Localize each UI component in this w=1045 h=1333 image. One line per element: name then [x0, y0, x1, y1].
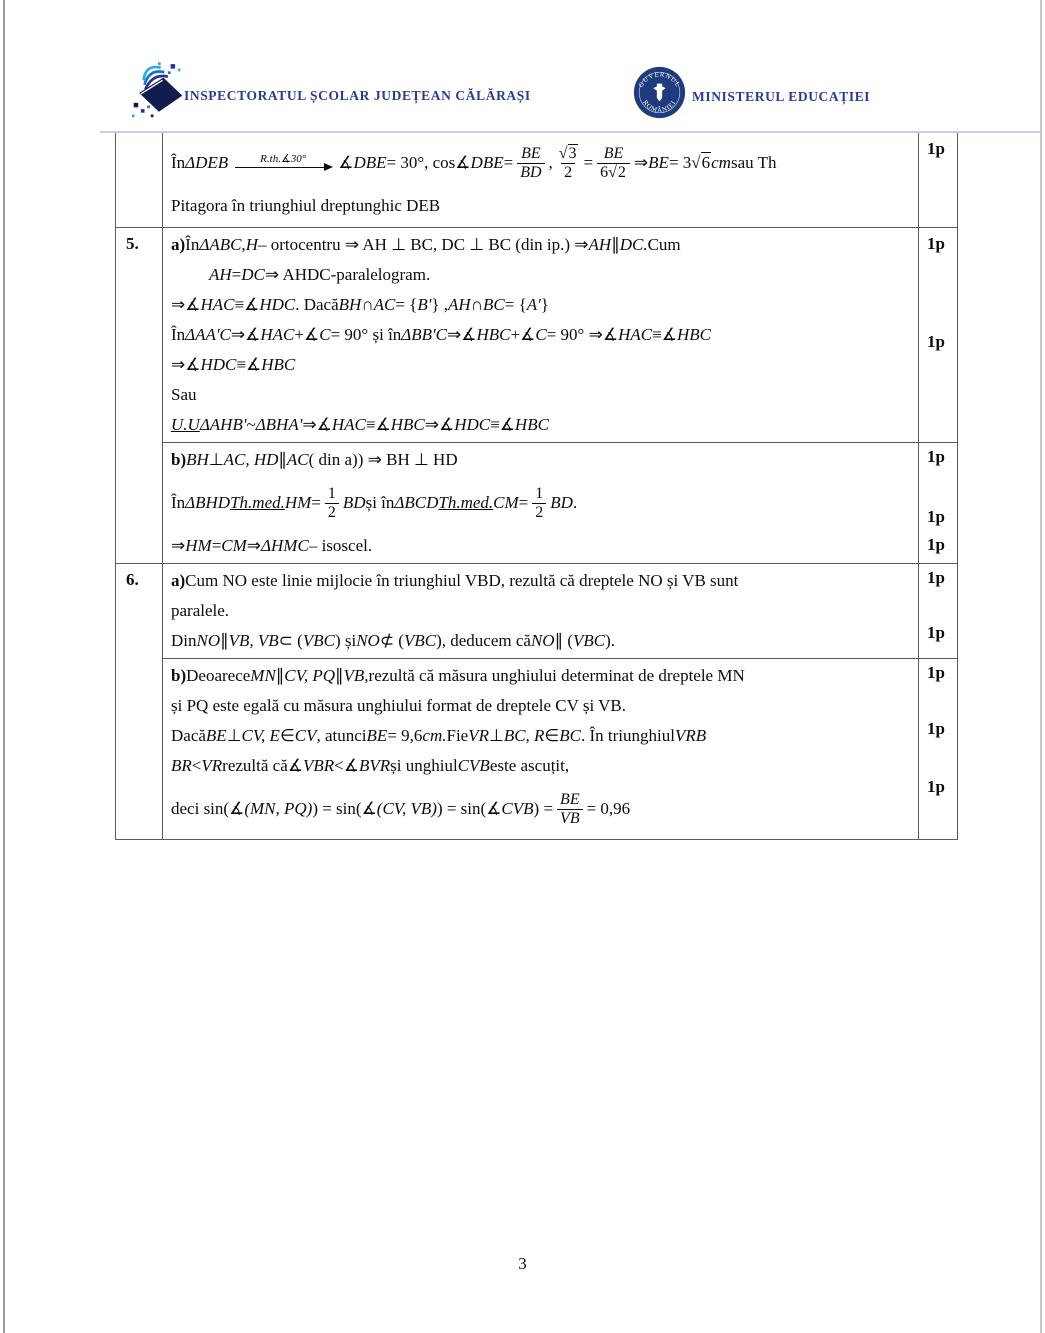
- page-number: 3: [518, 1254, 527, 1273]
- solution-line: și PQ este egală cu măsura unghiului format de dreptele CV și VB.: [171, 695, 626, 715]
- solution-line: ⇒ ∡HAC ≡ ∡HDC . Dacă BH ∩ AC = { B' } , AH ∩ BC = { A' }: [171, 294, 549, 314]
- points-badge: 1p: [927, 234, 945, 253]
- points-cell: [918, 228, 957, 442]
- solution-line: ⇒ HM = CM ⇒ ΔHMC – isoscel.: [171, 535, 373, 555]
- solution-line: În ΔAA'C ⇒ ∡HAC + ∡C = 90° și în ΔBB'C ⇒ ∡HBC + ∡C = 90° ⇒ ∡HAC ≡ ∡HBC: [171, 324, 711, 344]
- header: [0, 0, 1045, 133]
- solution-line: b) Deoarece MN ∥ CV, PQ ∥ VB, rezultă că măsura unghiului determinat de dreptele MN: [171, 665, 745, 685]
- points-badge: 1p: [927, 332, 945, 351]
- solution-line: deci sin( ∡(MN, PQ) ) = sin( ∡(CV, VB) ) = sin( ∡CVB ) = $\frac{BE}{VB}$ = 0,96: [171, 790, 631, 827]
- problem-row: [116, 228, 957, 564]
- points-badge: 1p: [927, 719, 945, 738]
- arrow-shaft: [235, 167, 331, 168]
- points-badge: 1p: [927, 139, 945, 158]
- solution-line: paralele.: [171, 600, 230, 620]
- points-badge: 1p: [927, 568, 945, 587]
- solution-line: Din NO ∥ VB, VB ⊂ ( VBC ) și NO ⊄ ( VBC ), deducem că NO ∥ ( VBC ).: [171, 630, 616, 650]
- right-org-name: MINISTERUL EDUCAȚIEI: [692, 89, 871, 104]
- points-cell: [918, 443, 957, 563]
- solution-section: [163, 659, 957, 839]
- gov-seal-icon: [633, 66, 686, 119]
- solution-section: [163, 133, 957, 227]
- points-cell: [918, 564, 957, 658]
- points-cell: [918, 133, 957, 227]
- solution-line: a) Cum NO este linie mijlocie în triunghiul VBD, rezultă că dreptele NO și VB sunt: [171, 570, 739, 590]
- solution-line: BR < VR rezultă că ∡VBR < ∡BVR și unghiul CVB este ascuțit,: [171, 755, 570, 775]
- points-badge: 1p: [927, 447, 945, 466]
- sqrt-radical: √ 3: [559, 144, 578, 162]
- isj-calarasi-logo-icon: [131, 60, 185, 124]
- points-badge: 1p: [927, 623, 945, 642]
- answer-rubric-table: [115, 133, 958, 840]
- solution-content: [163, 564, 918, 658]
- problem-sections: [163, 228, 957, 563]
- problem-row: [116, 133, 957, 228]
- solution-line: a) În ΔABC, H – ortocentru ⇒ AH ⊥ BC, DC ⊥ BC (din ip.) ⇒ AH ∥ DC. Cum: [171, 234, 681, 254]
- problem-number: 6.: [116, 564, 163, 839]
- solution-section: [163, 228, 957, 443]
- page-left-edge-line: [3, 0, 5, 1333]
- problem-sections: [163, 133, 957, 227]
- solution-line: În ΔBHD Th.med. HM = $\frac{1}{2}$ BD și în ΔBCD Th.med. CM = $\frac{1}{2}$ BD .: [171, 484, 578, 521]
- points-badge: 1p: [927, 777, 945, 796]
- solution-content: [163, 659, 918, 839]
- problem-sections: [163, 564, 957, 839]
- solution-line: AH = DC ⇒ AHDC-paralelogram.: [209, 264, 431, 284]
- solution-line: Dacă BE ⊥ CV, E ∈ CV , atunci BE = 9,6 cm. Fie VR ⊥ BC, R ∈ BC . În triunghiul VRB: [171, 725, 707, 745]
- fraction: $\frac{BE}{BD}$: [517, 145, 544, 181]
- page-right-edge-line: [1040, 0, 1042, 1333]
- solution-line: ⇒ ∡HDC ≡ ∡HBC: [171, 354, 296, 374]
- fraction: √ $\frac{3}{2}$: [557, 145, 580, 181]
- solution-section: [163, 443, 957, 563]
- labeled-arrow: R.th.∡30°: [235, 154, 331, 168]
- solution-content: [163, 443, 918, 563]
- sqrt-radical: √ 2: [608, 163, 627, 181]
- fraction: $\frac{BE}{6 √ 2}$: [597, 145, 630, 181]
- left-org-name: INSPECTORATUL ȘCOLAR JUDEȚEAN CĂLĂRAȘI: [184, 88, 531, 103]
- solution-line: Sau: [171, 384, 197, 404]
- solution-content: [163, 133, 918, 227]
- points-badge: 1p: [927, 535, 945, 554]
- problem-number: 5.: [116, 228, 163, 563]
- solution-line: b) BH ⊥ AC, HD ∥ AC ( din a)) ⇒ BH ⊥ HD: [171, 449, 458, 469]
- problem-number: [116, 133, 163, 227]
- solution-line: U.U ΔAHB' ~ ΔBHA' ⇒ ∡HAC ≡ ∡HBC ⇒ ∡HDC ≡ ∡HBC: [171, 414, 549, 434]
- solution-line: În ΔDEB R.th.∡30° ∡DBE = 30°, cos ∡DBE = $\frac{BE}{BD}$ , √ $\frac{3}{2}$ = $\frac{BE}{6 √ 2}$ ⇒ BE = 3 √ 6 cm sau Th: [171, 135, 914, 191]
- fraction: $\frac{1}{2}$: [532, 485, 546, 521]
- seal-top-text: GUVERNUL: [637, 71, 682, 89]
- points-badge: 1p: [927, 663, 945, 682]
- points-cell: [918, 659, 957, 839]
- sqrt-radical: √ 6: [691, 153, 711, 173]
- fraction: $\frac{1}{2}$: [325, 485, 339, 521]
- solution-line: Pitagora în triunghiul dreptunghic DEB: [171, 195, 441, 215]
- seal-bottom-text: ROMÂNIEI: [641, 99, 678, 114]
- solution-content: [163, 228, 918, 442]
- problem-row: [116, 564, 957, 839]
- points-badge: 1p: [927, 507, 945, 526]
- fraction: $\frac{BE}{VB}$: [557, 791, 583, 827]
- solution-section: [163, 564, 957, 659]
